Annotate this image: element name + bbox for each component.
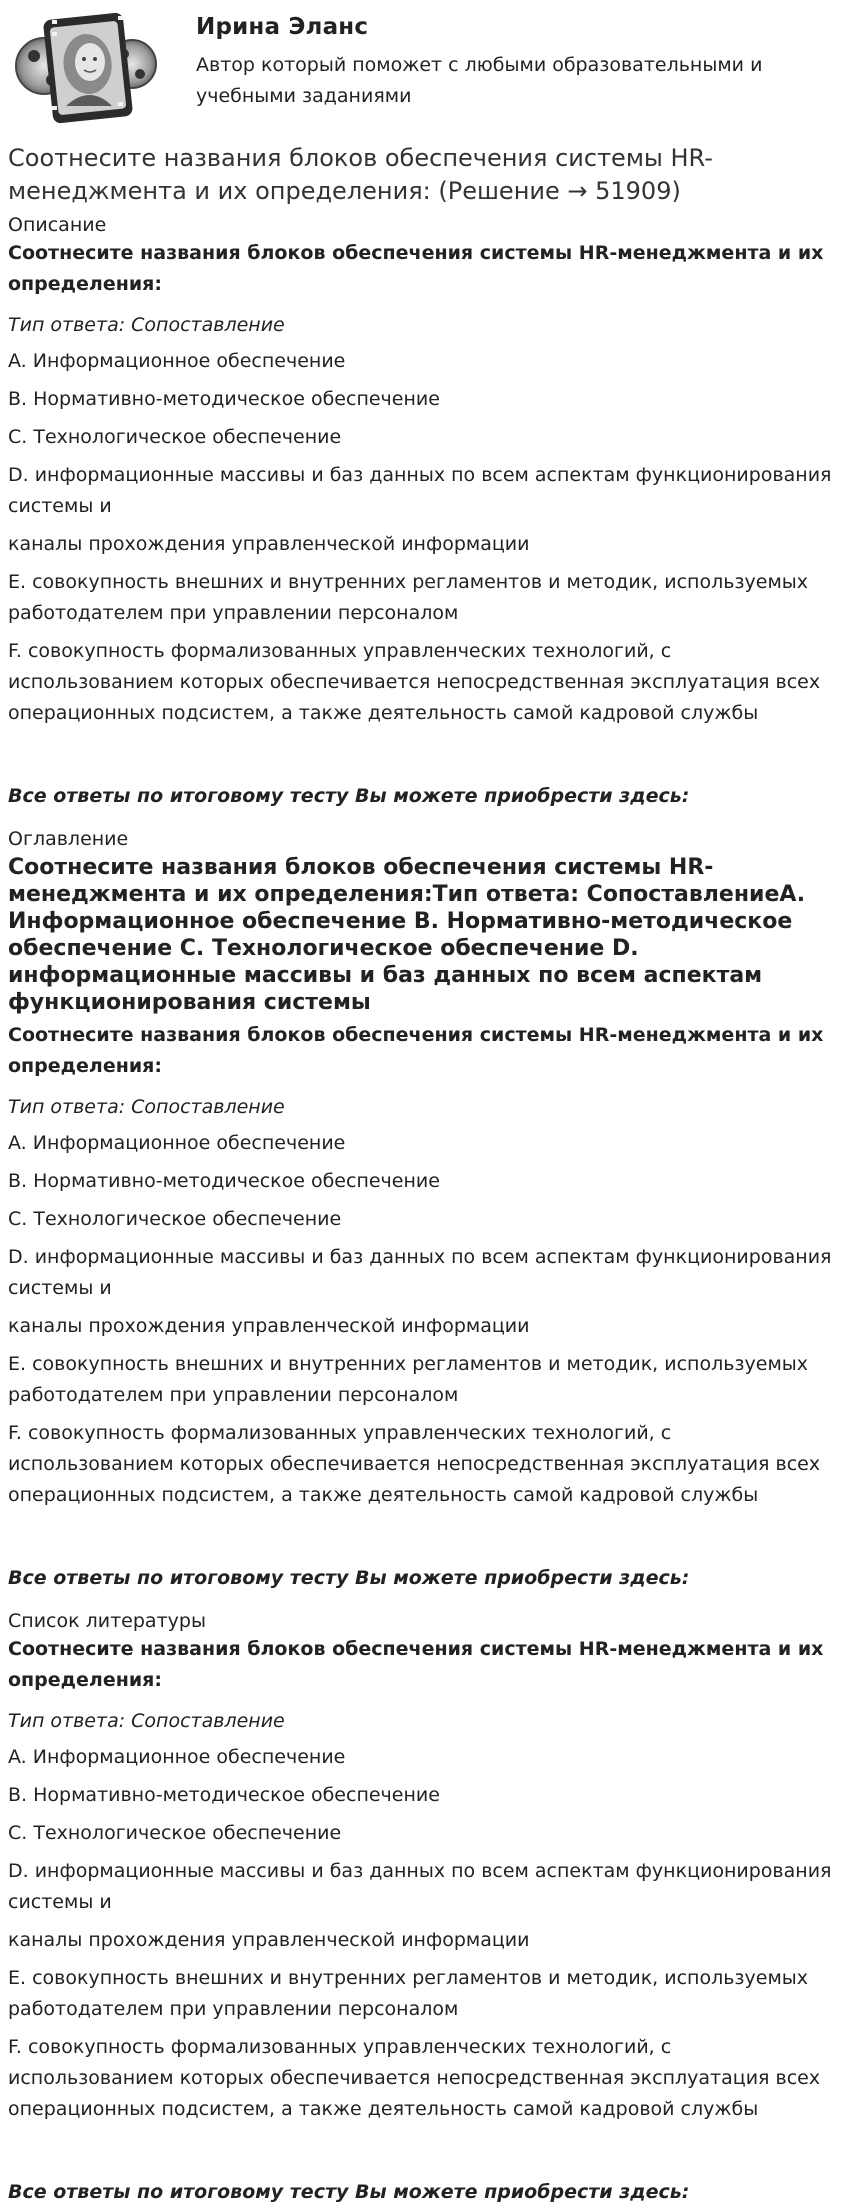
section-label-toc: Оглавление — [8, 828, 129, 850]
author-name[interactable]: Ирина Эланс — [196, 14, 369, 40]
option-c: C. Технологическое обеспечение — [8, 1822, 342, 1844]
option-a: A. Информационное обеспечение — [8, 1746, 346, 1768]
references-section — [8, 1608, 839, 2206]
question-text: Соотнесите названия блоков обеспечения системы HR-менеджмента и их определения: — [8, 242, 824, 295]
option-d: D. информационные массивы и баз данных по всем аспектам функционирования системы и — [8, 1246, 832, 1299]
option-d-continued: каналы прохождения управленческой информации — [8, 1315, 530, 1337]
answer-type: Тип ответа: Сопоставление — [8, 1096, 285, 1118]
purchase-link[interactable]: Все ответы по итоговому тесту Вы можете приобрести здесь: — [8, 785, 690, 807]
section-label-description: Описание — [8, 214, 107, 236]
page-title: Соотнесите названия блоков обеспечения системы HR-менеджмента и их определения: (Решение → 51909) — [8, 144, 713, 205]
option-e: E. совокупность внешних и внутренних регламентов и методик, используемых работодателем при управлении персоналом — [8, 1353, 809, 1406]
option-b: B. Нормативно-методическое обеспечение — [8, 388, 440, 410]
description-section — [8, 212, 839, 810]
answer-type: Тип ответа: Сопоставление — [8, 1710, 285, 1732]
option-d: D. информационные массивы и баз данных по всем аспектам функционирования системы и — [8, 464, 832, 517]
option-d-continued: каналы прохождения управленческой информации — [8, 1929, 530, 1951]
option-e: E. совокупность внешних и внутренних регламентов и методик, используемых работодателем при управлении персоналом — [8, 1967, 809, 2020]
question-text: Соотнесите названия блоков обеспечения системы HR-менеджмента и их определения: — [8, 1024, 824, 1077]
purchase-link[interactable]: Все ответы по итоговому тесту Вы можете приобрести здесь: — [8, 2181, 690, 2203]
option-c: C. Технологическое обеспечение — [8, 1208, 342, 1230]
option-d-continued: каналы прохождения управленческой информации — [8, 533, 530, 555]
toc-section — [8, 826, 839, 1592]
option-b: B. Нормативно-методическое обеспечение — [8, 1170, 440, 1192]
option-b: B. Нормативно-методическое обеспечение — [8, 1784, 440, 1806]
option-a: A. Информационное обеспечение — [8, 1132, 346, 1154]
author-card — [8, 0, 839, 142]
portrait-avatar-icon — [14, 6, 160, 128]
option-f: F. совокупность формализованных управленческих технологий, с использованием которых обеспечивается непосредственная эксплуатация всех операционных подсистем, а также деятельность самой кадровой службы — [8, 1422, 821, 1506]
option-e: E. совокупность внешних и внутренних регламентов и методик, используемых работодателем при управлении персоналом — [8, 571, 809, 624]
option-f: F. совокупность формализованных управленческих технологий, с использованием которых обеспечивается непосредственная эксплуатация всех операционных подсистем, а также деятельность самой кадровой службы — [8, 640, 821, 724]
option-f: F. совокупность формализованных управленческих технологий, с использованием которых обеспечивается непосредственная эксплуатация всех операционных подсистем, а также деятельность самой кадровой службы — [8, 2036, 821, 2120]
option-a: A. Информационное обеспечение — [8, 350, 346, 372]
option-c: C. Технологическое обеспечение — [8, 426, 342, 448]
answer-type: Тип ответа: Сопоставление — [8, 314, 285, 336]
toc-heading: Соотнесите названия блоков обеспечения системы HR-менеджмента и их определения:Тип ответа: СопоставлениеA. Информационное обеспечение B. Нормативно-методическое обеспечение C. Технологическое обеспечение D. информационные массивы и баз данных по всем аспектам функционирования системы — [8, 855, 806, 1015]
option-d: D. информационные массивы и баз данных по всем аспектам функционирования системы и — [8, 1860, 832, 1913]
section-label-references: Список литературы — [8, 1610, 206, 1632]
purchase-link[interactable]: Все ответы по итоговому тесту Вы можете приобрести здесь: — [8, 1567, 690, 1589]
author-description: Автор который поможет с любыми образовательными и учебными заданиями — [196, 54, 763, 107]
question-text: Соотнесите названия блоков обеспечения системы HR-менеджмента и их определения: — [8, 1638, 824, 1691]
